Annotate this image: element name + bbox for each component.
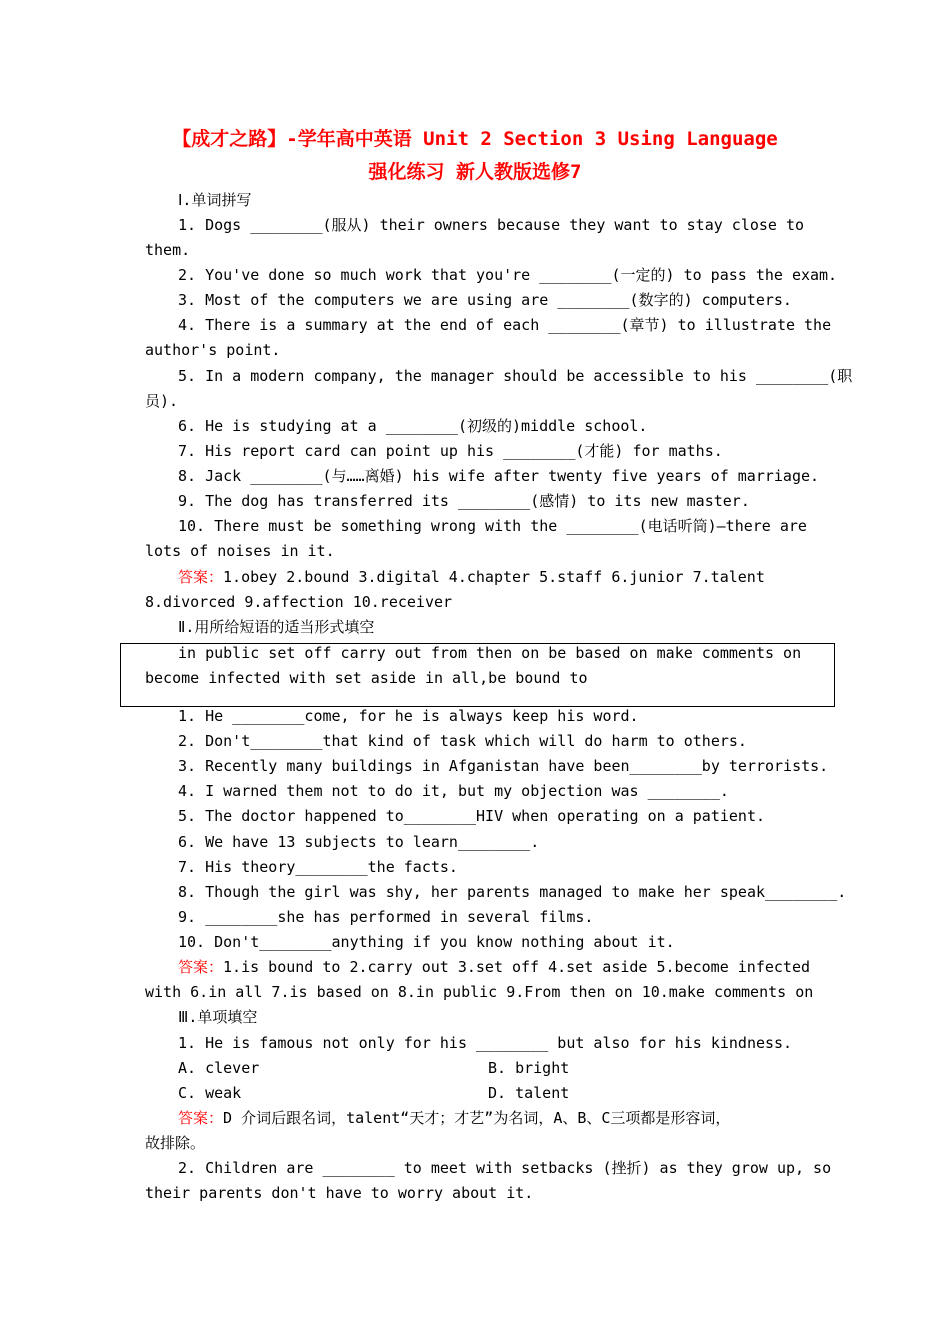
option-c: C. weak (178, 1084, 242, 1102)
question-line: 5. The doctor happened to________HIV when operating on a patient. (178, 807, 765, 825)
question-line: their parents don't have to worry about it. (145, 1184, 534, 1202)
question-line: 10. There must be something wrong with the ________(电话听筒)—there are (178, 517, 807, 535)
question-line: 2. Don't________that kind of task which will do harm to others. (178, 732, 747, 750)
question-line: 1. He is famous not only for his ________ but also for his kindness. (178, 1034, 793, 1052)
phrase-box-line: in public set off carry out from then on be based on make comments on (178, 644, 802, 662)
answer-line: 故排除。 (145, 1134, 206, 1152)
page-title-line2: 强化练习 新人教版选修7 (368, 161, 582, 183)
question-line: 5. In a modern company, the manager should be accessible to his ________(职 (178, 367, 853, 385)
question-line: 1. He ________come, for he is always keep his word. (178, 707, 639, 725)
question-line: 9. The dog has transferred its ________(感情) to its new master. (178, 492, 750, 510)
question-line: them. (145, 241, 191, 259)
phrase-box-line: become infected with set aside in all,be bound to (145, 669, 588, 687)
section-heading-2: Ⅱ.用所给短语的适当形式填空 (178, 618, 375, 636)
option-b: B. bright (488, 1059, 570, 1077)
question-line: 员). (145, 392, 179, 410)
question-line: 4. There is a summary at the end of each ________(章节) to illustrate the (178, 316, 832, 334)
question-line: 2. You've done so much work that you're ________(一定的) to pass the exam. (178, 266, 838, 284)
answer-label: 答案： (178, 1109, 224, 1127)
option-a: A. clever (178, 1059, 260, 1077)
answer-line (178, 957, 810, 977)
section-heading-1: Ⅰ.单词拼写 (178, 191, 252, 209)
question-line: 9. ________she has performed in several films. (178, 908, 594, 926)
answer-text: 1.is bound to 2.carry out 3.set off 4.set aside 5.become infected (223, 958, 811, 976)
answer-label: 答案： (178, 958, 224, 976)
question-line: 3. Recently many buildings in Afganistan have been________by terrorists. (178, 757, 829, 775)
question-line: author's point. (145, 341, 281, 359)
answer-label: 答案： (178, 568, 224, 586)
question-line: 8. Though the girl was shy, her parents managed to make her speak________. (178, 883, 847, 901)
question-line: 6. He is studying at a ________(初级的)middle school. (178, 417, 648, 435)
answer-line (178, 1108, 730, 1128)
answer-text: 1.obey 2.bound 3.digital 4.chapter 5.staff 6.junior 7.talent (223, 568, 765, 586)
question-line: 4. I warned them not to do it, but my objection was ________. (178, 782, 729, 800)
question-line: 1. Dogs ________(服从) their owners because they want to stay close to (178, 216, 805, 234)
question-line: lots of noises in it. (145, 542, 335, 560)
option-d: D. talent (488, 1084, 570, 1102)
page-title-line1: 【成才之路】-学年高中英语 Unit 2 Section 3 Using Language (172, 128, 778, 150)
question-line: 3. Most of the computers we are using are ________(数字的) computers. (178, 291, 792, 309)
question-line: 7. His theory________the facts. (178, 858, 458, 876)
question-line: 10. Don't________anything if you know nothing about it. (178, 933, 675, 951)
question-line: 8. Jack ________(与……离婚) his wife after twenty five years of marriage. (178, 467, 820, 485)
answer-line: 8.divorced 9.affection 10.receiver (145, 593, 453, 611)
answer-line (178, 567, 765, 587)
section-heading-3: Ⅲ.单项填空 (178, 1008, 258, 1026)
question-line: 7. His report card can point up his ________(才能) for maths. (178, 442, 723, 460)
answer-text: D 介词后跟名词，talent“天才；才艺”为名词，A、B、C三项都是形容词， (223, 1109, 731, 1127)
question-line: 2. Children are ________ to meet with setbacks (挫折) as they grow up, so (178, 1159, 832, 1177)
question-line: 6. We have 13 subjects to learn________. (178, 833, 540, 851)
answer-line: with 6.in all 7.is based on 8.in public 9.From then on 10.make comments on (145, 983, 814, 1001)
